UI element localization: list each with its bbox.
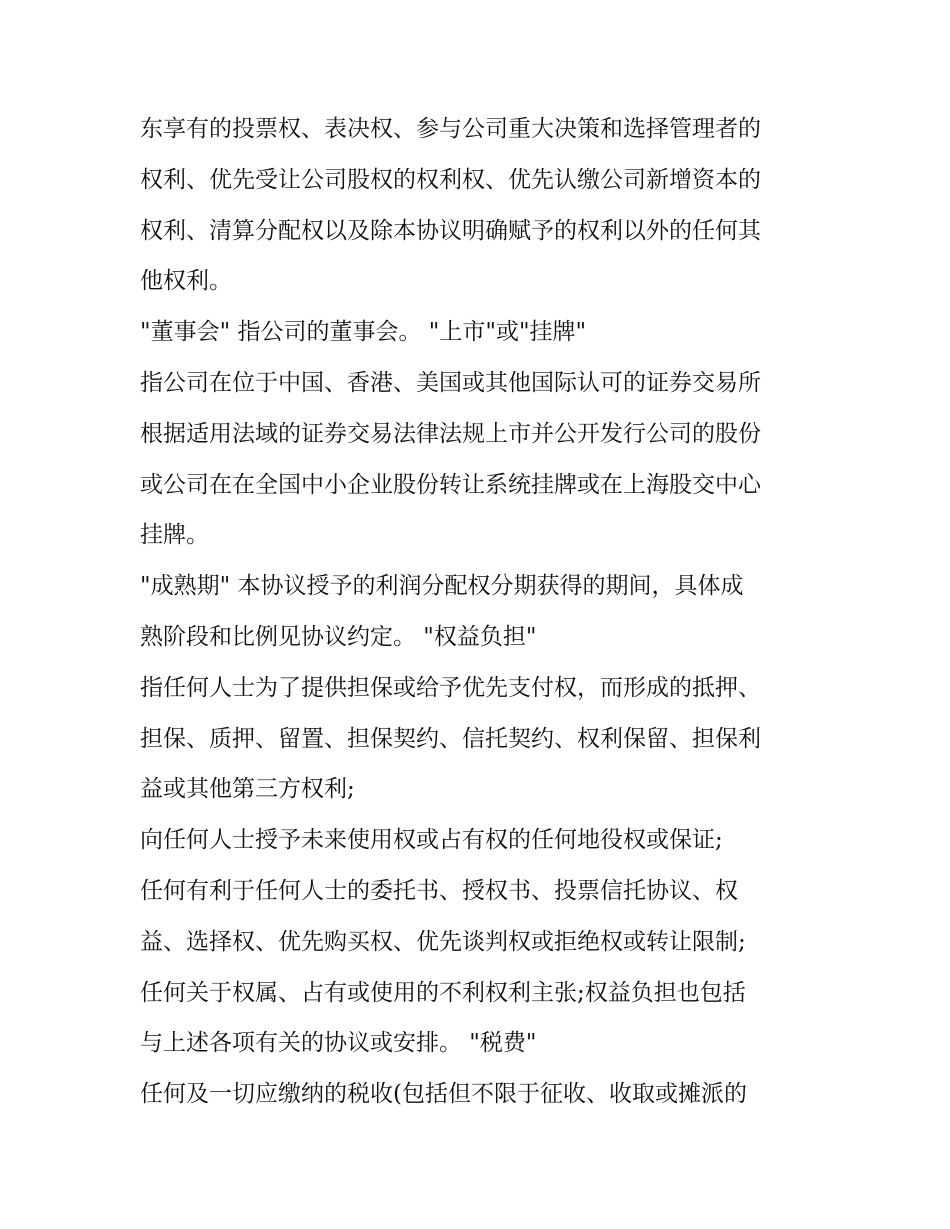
text-line: 担保、质押、留置、担保契约、信托契约、权利保留、担保利 <box>140 725 761 752</box>
text-line: 根据适用法域的证券交易法律法规上市并公开发行公司的股份 <box>140 420 761 447</box>
text-line: 熟阶段和比例见协议约定。 "权益负担" <box>140 623 537 650</box>
text-line: 他权利。 <box>140 268 232 295</box>
text-line: 或公司在在全国中小企业股份转让系统挂牌或在上海股交中心 <box>140 471 761 498</box>
text-line: 权利、优先受让公司股权的权利权、优先认缴公司新增资本的 <box>140 166 761 193</box>
text-line: 指公司在位于中国、香港、美国或其他国际认可的证券交易所 <box>140 369 761 396</box>
text-line: 指任何人士为了提供担保或给予优先支付权，而形成的抵押、 <box>140 674 761 701</box>
text-line: 挂牌。 <box>140 522 209 549</box>
text-line: 益、选择权、优先购买权、优先谈判权或拒绝权或转让限制; <box>140 928 746 955</box>
text-line: 权利、清算分配权以及除本协议明确赋予的权利以外的任何其 <box>140 217 761 244</box>
text-line: "成熟期" 本协议授予的利润分配权分期获得的期间，具体成 <box>140 573 744 600</box>
text-line: 任何及一切应缴纳的税收(包括但不限于征收、收取或摊派的 <box>140 1081 747 1108</box>
text-line: 向任何人士授予未来使用权或占有权的任何地役权或保证; <box>140 827 723 854</box>
text-line: 益或其他第三方权利; <box>140 776 355 803</box>
document-body <box>140 108 830 1124</box>
text-line: "董事会" 指公司的董事会。 "上市"或"挂牌" <box>140 319 587 346</box>
text-line: 东享有的投票权、表决权、参与公司重大决策和选择管理者的 <box>140 116 761 142</box>
text-line: 任何有利于任何人士的委托书、授权书、投票信托协议、权 <box>140 877 738 904</box>
text-line: 任何关于权属、占有或使用的不利权利主张;权益负担也包括 <box>140 979 746 1006</box>
text-line: 与上述各项有关的协议或安排。 "税费" <box>140 1030 537 1057</box>
